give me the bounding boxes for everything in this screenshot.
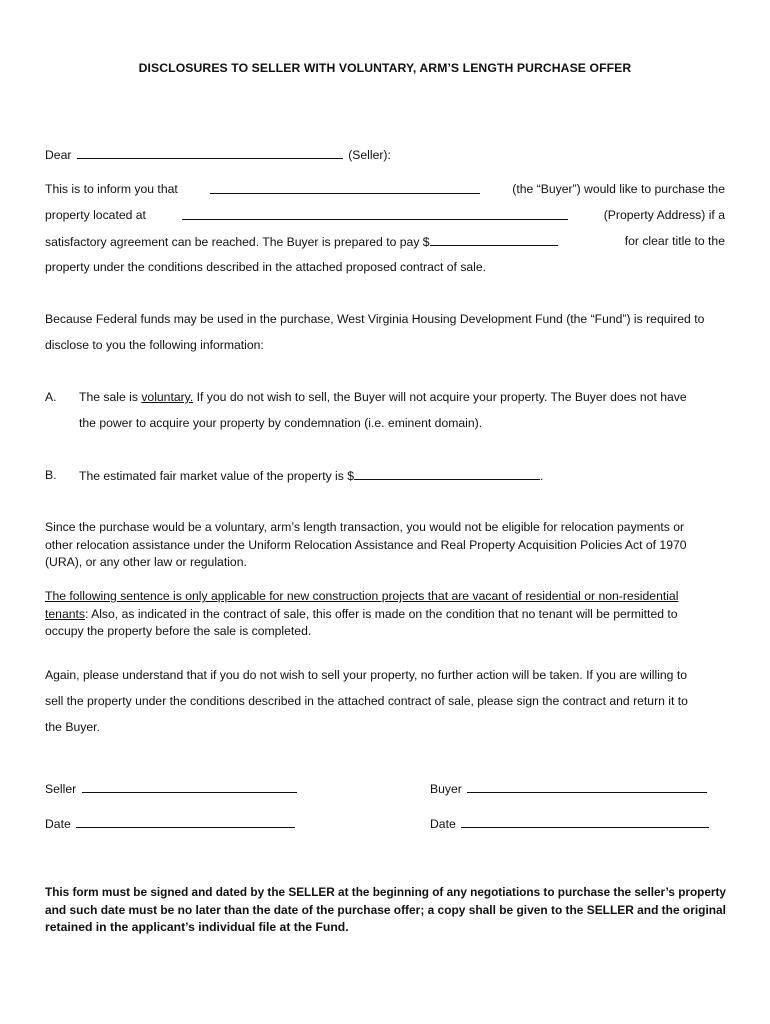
federal-line-1: Because Federal funds may be used in the purchase, West Virginia Housing Development Fund (the “Fund”) is required to: [45, 312, 705, 326]
item-b-text: The estimated fair market value of the property is $: [79, 469, 355, 483]
buyer-signature-label: Buyer: [430, 782, 462, 796]
seller-signature-label: Seller: [45, 782, 77, 796]
intro-text-3a-content: satisfactory agreement can be reached. The Buyer is prepared to pay $: [45, 235, 430, 249]
item-a-post: If you do not wish to sell, the Buyer will not acquire your property. The Buyer does not have: [193, 390, 687, 404]
intro-line-4: property under the conditions described in the attached proposed contract of sale.: [45, 260, 487, 274]
intro-text-3b: for clear title to the: [624, 234, 725, 248]
buyer-date-blank[interactable]: [461, 816, 709, 828]
seller-date-label: Date: [45, 817, 71, 831]
seller-suffix: (Seller):: [348, 148, 391, 162]
item-a-pre: The sale is: [79, 390, 142, 404]
construction-line-2: [45, 607, 678, 621]
item-a-line-1: [79, 390, 687, 404]
item-b-end: .: [540, 469, 544, 483]
item-b-label: B.: [45, 468, 57, 482]
offer-price-blank[interactable]: [430, 234, 558, 246]
buyer-name-blank[interactable]: [210, 182, 480, 194]
construction-tenants: tenants: [45, 607, 85, 621]
footer-line-1: This form must be signed and dated by the SELLER at the beginning of any negotiations to purchase the seller’s property: [45, 885, 726, 899]
again-line-2: sell the property under the conditions described in the attached contract of sale, please sign the contract and return it to: [45, 694, 688, 708]
again-line-1: Again, please understand that if you do not wish to sell your property, no further action will be taken. If you are willing to: [45, 668, 688, 682]
buyer-date-line: [430, 816, 709, 831]
construction-line-1: The following sentence is only applicable for new construction projects that are vacant of residential or non-residential: [45, 589, 679, 603]
intro-text-1a: This is to inform you that: [45, 182, 178, 196]
item-a-line-2: the power to acquire your property by condemnation (i.e. eminent domain).: [79, 416, 483, 430]
buyer-date-label: Date: [430, 817, 456, 831]
construction-line-2-rest: : Also, as indicated in the contract of sale, this offer is made on the condition that no tenant will be permitted to: [84, 607, 678, 621]
seller-name-blank[interactable]: [77, 147, 343, 159]
intro-line-3: [45, 234, 725, 249]
intro-text-1b: (the “Buyer”) would like to purchase the: [512, 182, 725, 196]
relocation-line-1: Since the purchase would be a voluntary, arm’s length transaction, you would not be eligible for relocation payments or: [45, 520, 685, 534]
buyer-signature-blank[interactable]: [467, 781, 707, 793]
relocation-line-3: (URA), or any other law or regulation.: [45, 555, 247, 569]
item-a-voluntary: voluntary.: [141, 390, 194, 404]
seller-date-blank[interactable]: [76, 816, 295, 828]
item-a-label: A.: [45, 390, 57, 404]
intro-text-3a: [45, 234, 558, 249]
footer-line-2: and such date must be no later than the date of the purchase offer; a copy shall be given to the SELLER and the original: [45, 903, 727, 917]
intro-line-2: [45, 208, 725, 222]
item-b-line: [79, 468, 543, 483]
dear-label: Dear: [45, 148, 72, 162]
property-address-blank[interactable]: [182, 208, 568, 220]
seller-date-line: [45, 816, 295, 831]
fair-market-value-blank[interactable]: [354, 468, 540, 480]
footer-line-3: retained in the applicant’s individual file at the Fund.: [45, 920, 349, 934]
intro-text-2a: property located at: [45, 208, 146, 222]
salutation-line: [45, 147, 391, 162]
intro-text-2b: (Property Address) if a: [603, 208, 725, 222]
federal-line-2: disclose to you the following information:: [45, 338, 264, 352]
relocation-line-2: other relocation assistance under the Uniform Relocation Assistance and Real Property Acquisition Policies Act of 1970: [45, 538, 687, 552]
seller-signature-blank[interactable]: [82, 781, 297, 793]
intro-line-1: [45, 182, 725, 196]
construction-line-3: occupy the property before the sale is completed.: [45, 624, 312, 638]
seller-signature-line: [45, 781, 297, 796]
again-line-3: the Buyer.: [45, 720, 100, 734]
document-title: DISCLOSURES TO SELLER WITH VOLUNTARY, ARM’S LENGTH PURCHASE OFFER: [138, 61, 632, 75]
buyer-signature-line: [430, 781, 707, 796]
